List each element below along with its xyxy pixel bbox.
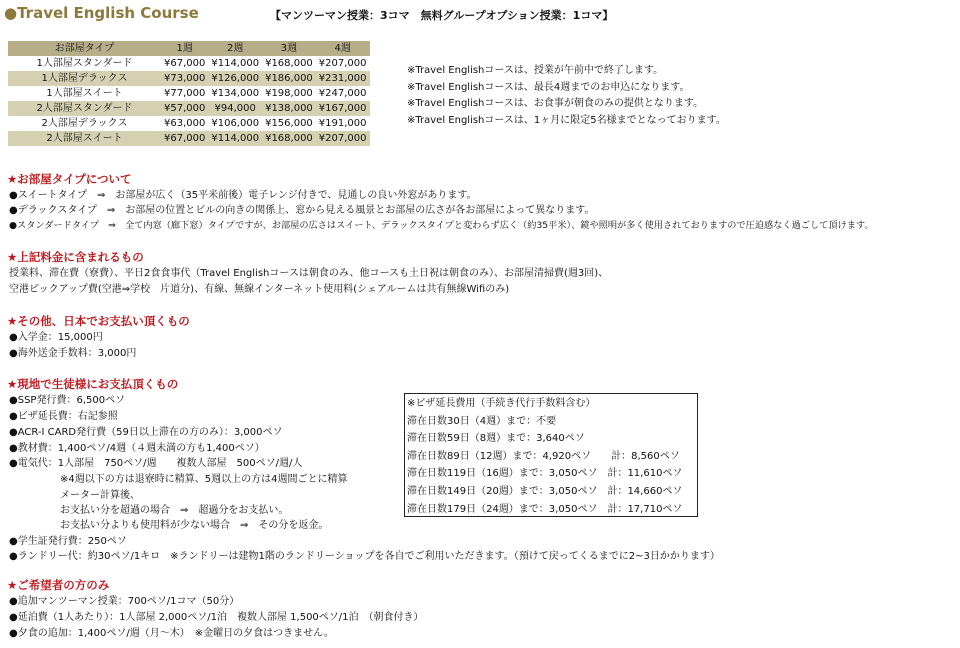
table-cell: ¥63,000 <box>164 118 206 129</box>
local-payment-line: ●ACR-I CARD発行費（59日以上滞在の方のみ）：3,000ペソ <box>9 427 283 438</box>
table-cell: 2人部屋スタンダード <box>8 101 161 116</box>
table-cell: ¥67,000 <box>164 58 206 69</box>
note-line: ※Travel Englishコースは、お食事が朝食のみの提供となります。 <box>407 98 704 109</box>
option-line: ●夕食の追加：1,400ペソ/週（月～木） ※金曜日の夕食はつきません。 <box>9 628 334 639</box>
visa-extension-box <box>404 393 698 517</box>
local-payment-line: ※4週以下の方は退寮時に精算、5週以上の方は4週間ごとに精算 <box>60 474 348 485</box>
included-line: 空港ピックアップ費(空港⇒学校 片道分)、有線、無線インターネット使用料(シェアルームは共有無線Wifiのみ) <box>9 284 510 295</box>
japan-payment-line: ●海外送金手数料：3,000円 <box>9 348 137 359</box>
visa-box-title: ※ビザ延長費用（手続き代行手数料含む） <box>407 398 596 409</box>
option-line: ●延泊費（1人あたり）：1人部屋 2,000ペソ/1泊 複数人部屋 1,500ペソ/1泊 （朝食付き） <box>9 612 424 623</box>
price-table <box>8 41 370 146</box>
local-payment-line: ●電気代：1人部屋 750ペソ/週 複数人部屋 500ペソ/週/人 <box>9 458 303 469</box>
column-header: 3週 <box>262 41 316 56</box>
included-line: 授業料、滞在費（寮費）、平日2食食事代（Travel Englishコースは朝食のみ、他コースも土日祝は朝食のみ）、お部屋清掃費(週3回)、 <box>9 268 609 279</box>
visa-box-line: 滞在日数59日（8週）まで：3,640ペソ <box>407 433 585 445</box>
local-payment-line: お支払い分よりも使用料が少ない場合 ⇒ その分を返金。 <box>60 520 329 531</box>
section-heading-included: ★上記料金に含まれるもの <box>7 250 144 264</box>
section-heading-options: ★ご希望者の方のみ <box>7 578 110 592</box>
table-header-row <box>8 41 370 56</box>
section-heading-room-types: ★お部屋タイプについて <box>7 172 132 186</box>
section-heading-japan-payment: ★その他、日本でお支払い頂くもの <box>7 314 190 328</box>
table-cell: ¥231,000 <box>316 71 370 86</box>
table-cell: ¥168,000 <box>262 131 316 146</box>
table-cell: ¥138,000 <box>262 101 316 116</box>
visa-box-line: 滞在日数89日（12週）まで：4,920ペソ 計：8,560ペソ <box>407 450 680 462</box>
table-cell: ¥114,000 <box>208 131 262 146</box>
local-payment-line: ●SSP発行費：6,500ペソ <box>9 395 126 406</box>
table-cell: ¥168,000 <box>265 58 313 69</box>
japan-payment-line: ●入学金：15,000円 <box>9 332 103 343</box>
table-cell: ¥247,000 <box>318 88 367 99</box>
course-notes <box>407 63 726 129</box>
table-cell: 1人部屋デラックス <box>8 71 161 86</box>
note-line: ※Travel Englishコースは、最長4週までのお申込になります。 <box>407 81 690 93</box>
table-cell: 2人部屋デラックス <box>41 118 128 129</box>
table-cell: ¥134,000 <box>211 88 260 99</box>
option-line: ●追加マンツーマン授業：700ペソ/1コマ（50分） <box>9 596 240 607</box>
table-row <box>8 101 370 116</box>
table-cell: ¥126,000 <box>208 71 262 86</box>
local-payment-line: ●学生証発行費：250ペソ <box>9 536 127 547</box>
visa-box-line: 滞在日数30日（4週）まで：不要 <box>407 415 557 427</box>
column-header: 4週 <box>316 41 370 56</box>
table-cell: ¥191,000 <box>318 118 367 129</box>
room-type-line: ●デラックスタイプ ⇒ お部屋の位置とビルの向きの関係上、窓から見える風景とお部屋の広さが各お部屋によって異なります。 <box>9 205 595 216</box>
table-cell: 1人部屋スイート <box>46 88 123 99</box>
table-cell: ¥57,000 <box>161 101 208 116</box>
room-type-line: ●スタンダードタイプ ⇒ 全て内窓（廊下窓）タイプですが、お部屋の広さはスイート、デラックスタイプと変わらず広く（約35平米）、鏡や照明が多く使用されておりますので圧迫感なく過ごして頂けます。 <box>9 220 874 231</box>
visa-box-line: 滞在日数179日（24週）まで：3,050ペソ 計：17,710ペソ <box>407 503 683 515</box>
local-payment-line: ●ランドリー代：約30ペソ/1キロ ※ランドリーは建物1階のランドリーショップを各自でご利用いただきます。（預けて戻ってくるまでに2~3日かかります） <box>9 551 720 562</box>
room-type-line: ●スイートタイプ ⇒ お部屋が広く（35平米前後）電子レンジ付きで、見通しの良い外窓があります。 <box>9 190 477 201</box>
table-row <box>8 86 370 101</box>
local-payment-line: メーター計算後、 <box>60 490 140 501</box>
table-cell: ¥94,000 <box>208 101 262 116</box>
column-header: お部屋タイプ <box>8 41 161 56</box>
visa-box-line: 滞在日数149日（20週）まで：3,050ペソ 計：14,660ペソ <box>407 485 683 497</box>
page-title: ●Travel English Course <box>4 4 199 22</box>
column-header: 1週 <box>161 41 208 56</box>
note-line: ※Travel Englishコースは、授業が午前中で終了します。 <box>407 65 664 76</box>
table-cell: ¥73,000 <box>161 71 208 86</box>
table-cell: ¥167,000 <box>316 101 370 116</box>
table-row <box>8 116 370 131</box>
table-cell: ¥67,000 <box>161 131 208 146</box>
note-line: ※Travel Englishコースは、1ヶ月に限定5名様までとなっております。 <box>407 114 726 126</box>
column-header: 2週 <box>208 41 262 56</box>
table-row <box>8 131 370 146</box>
local-payment-line: お支払い分を超過の場合 ⇒ 超過分をお支払い。 <box>60 505 289 516</box>
table-cell: ¥207,000 <box>316 131 370 146</box>
table-cell: ¥114,000 <box>211 58 260 69</box>
table-cell: ¥186,000 <box>262 71 316 86</box>
section-heading-local-payment: ★現地で生徒様にお支払頂くもの <box>7 377 179 391</box>
table-cell: ¥156,000 <box>265 118 313 129</box>
table-cell: ¥207,000 <box>318 58 367 69</box>
table-cell: ¥77,000 <box>164 88 206 99</box>
table-cell: 2人部屋スイート <box>8 131 161 146</box>
local-payment-line: ●ビザ延長費：右記参照 <box>9 411 118 422</box>
table-row <box>8 71 370 86</box>
table-row <box>8 56 370 71</box>
course-subtitle: 【マンツーマン授業：3コマ 無料グループオプション授業：1コマ】 <box>270 9 614 22</box>
local-payment-line: ●教材費：1,400ペソ/4週（４週未満の方も1,400ペソ） <box>9 443 265 454</box>
visa-box-line: 滞在日数119日（16週）まで：3,050ペソ 計：11,610ペソ <box>407 468 683 480</box>
table-cell: ¥198,000 <box>265 88 313 99</box>
table-cell: 1人部屋スタンダード <box>36 58 133 69</box>
table-cell: ¥106,000 <box>211 118 260 129</box>
